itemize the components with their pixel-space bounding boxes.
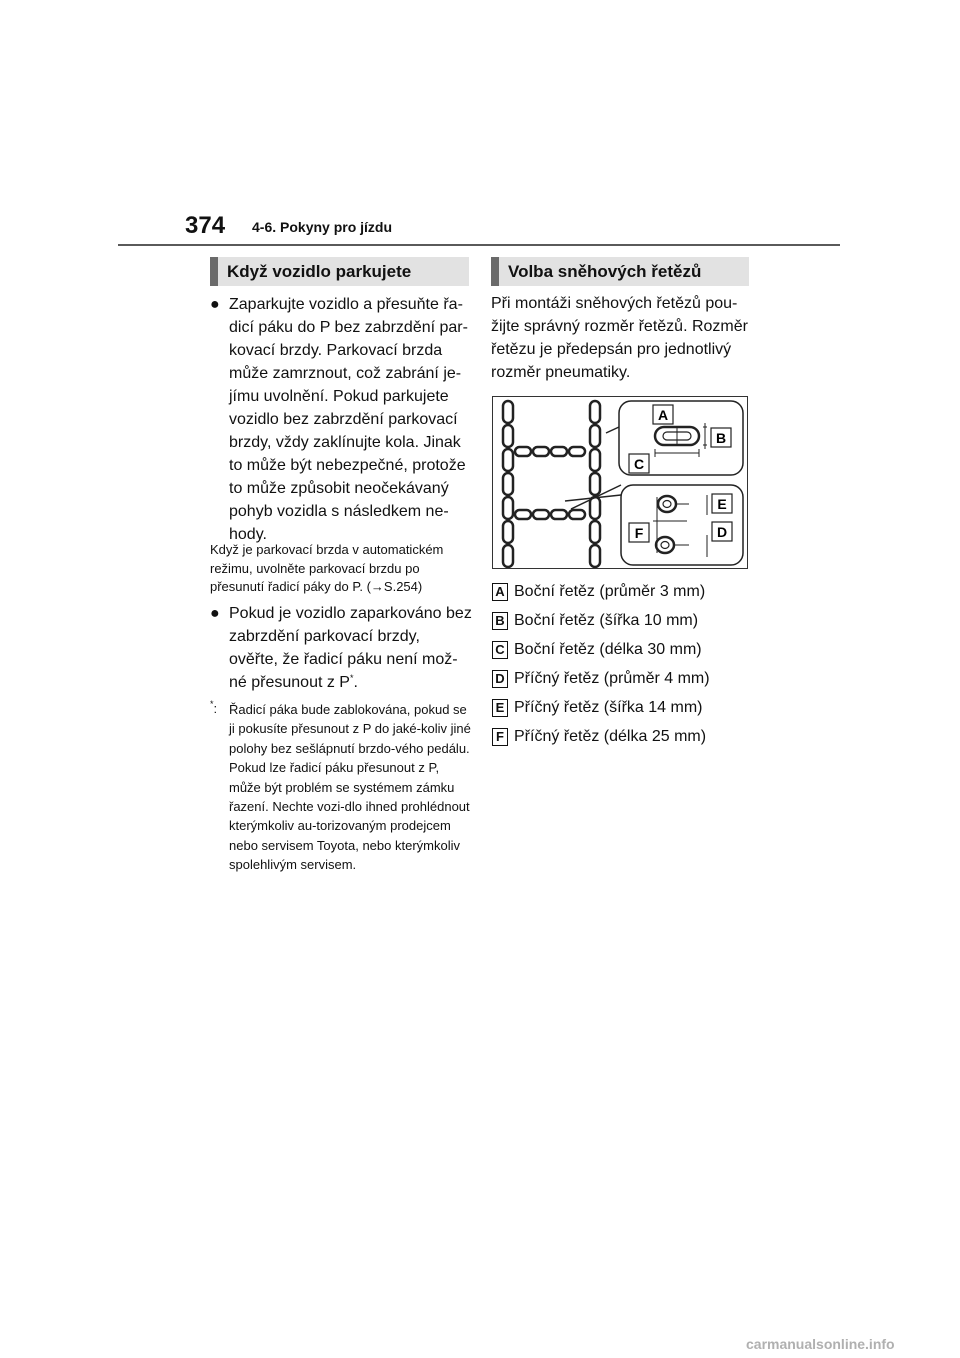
diagram-label-f: F: [634, 525, 644, 541]
section-heading-snow-chains: Volba sněhových řetězů: [491, 257, 749, 286]
footnote-text: Řadicí páka bude zablokována, pokud se ji pokusíte přesunout z P do jaké-koliv jiné polohy bez sešlápnutí brzdo-vého pedálu. Pokud lze řadicí páku přesunout z P, může být problém se systémem zámku řazení. Nechte vozi-dlo ihned prohlédnout kterýmkoliv au-torizovaným prodejcem nebo servisem Toyota, nebo kterýmkoliv spolehlivým servisem.: [229, 702, 471, 873]
diagram-label-c: C: [633, 456, 645, 472]
legend-text: Příčný řetěz (délka 25 mm): [514, 728, 707, 745]
legend-letter: E: [492, 699, 508, 717]
diagram-label-a: A: [657, 407, 669, 423]
footnote-reference: *: [349, 673, 354, 683]
bullet-text: Pokud je vozidlo zaparkováno bez zabrzdění parkovací brzdy, ověřte, že řadicí páku není mož-né přesunout z P: [229, 605, 472, 691]
section-path: 4-6. Pokyny pro jízdu: [252, 219, 393, 235]
snow-chain-intro: Při montáži sněhových řetězů pou-žijte správný rozměr řetězů. Rozměr řetězu je předepsán pro jednotlivý rozměr pneumatiky.: [491, 295, 748, 381]
diagram-label-b: B: [715, 430, 727, 446]
legend-text: Boční řetěz (šířka 10 mm): [514, 612, 699, 629]
page-number: 374: [185, 212, 226, 239]
diagram-label-e: E: [717, 496, 727, 512]
snow-chain-illustration: [493, 397, 747, 568]
legend-letter: B: [492, 612, 508, 630]
watermark: carmanualsonline.info: [746, 1336, 895, 1352]
auto-brake-note: Když je parkovací brzda v automatickém režimu, uvolněte parkovací brzdu po přesunutí řadicí páky do P. (→S.254): [210, 542, 444, 594]
legend-letter: F: [492, 728, 508, 746]
header-divider: [118, 244, 840, 246]
bullet-end: .: [353, 674, 358, 691]
legend-item: [492, 606, 754, 635]
legend-item: [492, 693, 754, 722]
legend-letter: C: [492, 641, 508, 659]
legend-item: [492, 577, 754, 606]
diagram-label-d: D: [716, 524, 728, 540]
legend-text: Boční řetěz (průměr 3 mm): [514, 583, 706, 600]
chain-link: [503, 401, 513, 423]
bullet-shift-lock: [210, 602, 472, 694]
bullet-dot-icon: ●: [210, 296, 220, 313]
legend-text: Boční řetěz (délka 30 mm): [514, 641, 702, 658]
snow-chain-diagram: [492, 396, 748, 569]
bullet-parking-brake: [210, 293, 472, 546]
bullet-text: Zaparkujte vozidlo a přesuňte řa-dicí páku do P bez zabrzdění par-kovací brzdy. Parkovací brzda může zamrznout, což zabrání je-jímu uvolnění. Pokud parkujete vozidlo bez zabrzdění parkovací brzdy, vždy zaklínujte kola. Jinak to může být nebezpečné, protože to může způsobit neočekávaný pohyb vozidla s následkem ne-hody.: [229, 296, 468, 543]
section-heading-parking: Když vozidlo parkujete: [210, 257, 469, 286]
footnote-block: [210, 700, 472, 875]
legend-text: Příčný řetěz (šířka 14 mm): [514, 699, 703, 716]
bullet-dot-icon: ●: [210, 605, 220, 622]
legend-text: Příčný řetěz (průměr 4 mm): [514, 670, 710, 687]
footnote-mark: *: [210, 699, 214, 709]
legend-item: [492, 664, 754, 693]
legend-item: [492, 722, 754, 751]
diagram-legend: [492, 577, 754, 751]
legend-letter: D: [492, 670, 508, 688]
footnote-colon: :: [213, 701, 218, 716]
legend-letter: A: [492, 583, 508, 601]
legend-item: [492, 635, 754, 664]
